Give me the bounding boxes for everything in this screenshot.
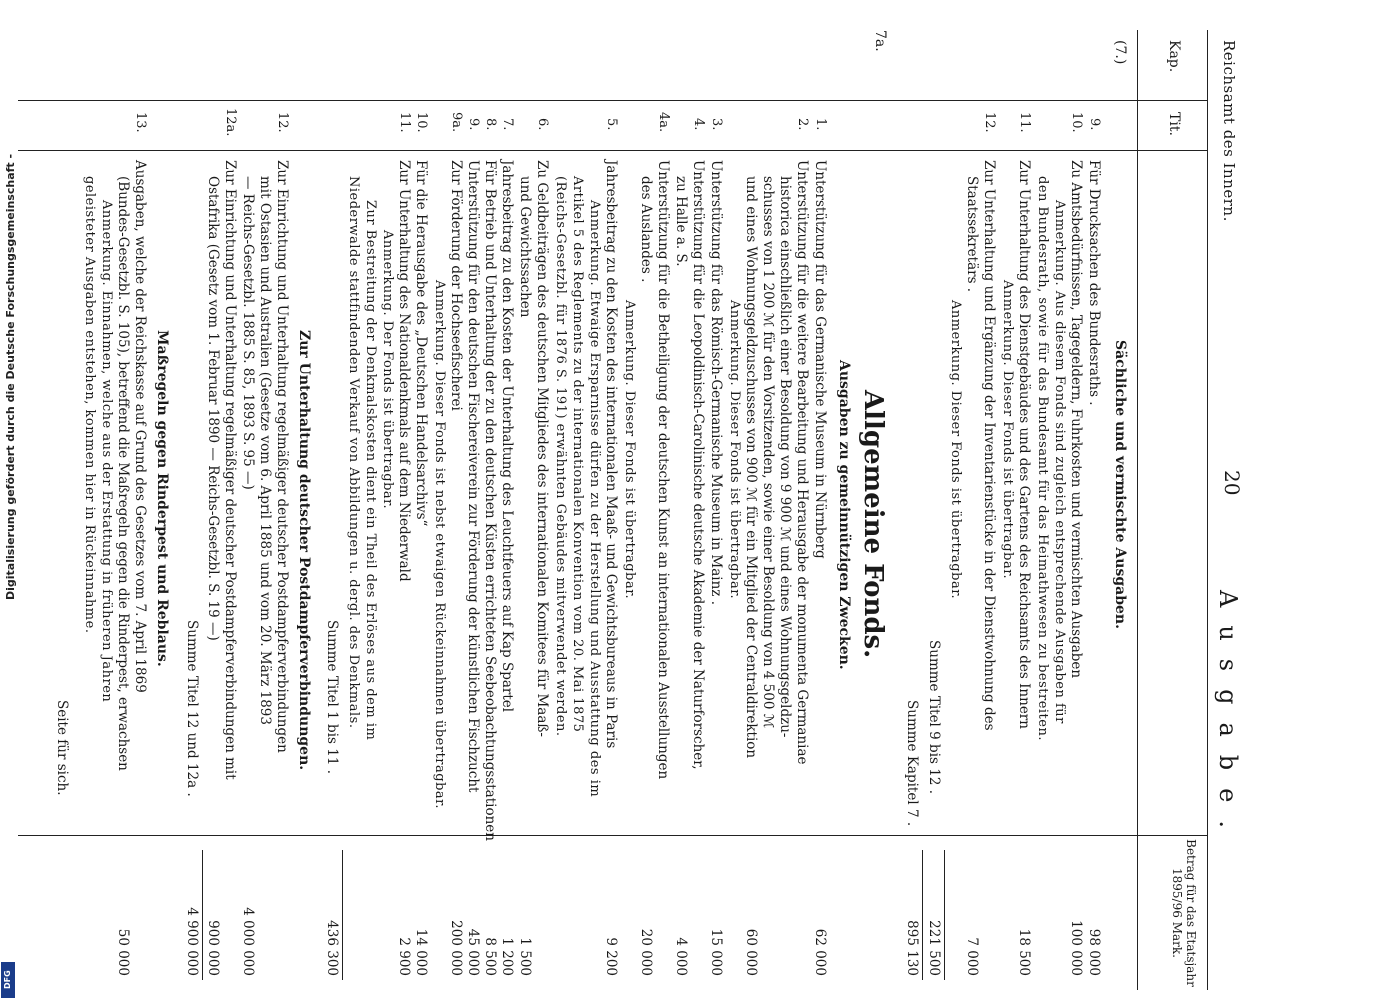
row-note: Anmerkung. Dieser Fonds ist übertragbar. bbox=[948, 300, 963, 600]
row-text: (Bundes-Gesetzbl. S. 105), betreffend die Maßregeln gegen die Rinderpest, erwachsen bbox=[115, 176, 131, 771]
tit-number: 9. bbox=[1087, 118, 1102, 131]
row-amount: 20 000 bbox=[638, 928, 654, 976]
subtotal-label: Summe Titel 12 und 12a . bbox=[184, 620, 200, 797]
section-heading: Zur Unterhaltung deutscher Postdampferverbindungen. bbox=[296, 330, 312, 771]
tit-number: 5. bbox=[604, 118, 619, 131]
page-footer-note: Seite für sich. bbox=[54, 700, 70, 796]
row-text: und eines Wohnungsgeldzuschusses von 900 ℳ für ein Mitglied der Centraldirektion bbox=[743, 176, 759, 759]
dfg-logo: DFG bbox=[1, 962, 15, 998]
row-note: Anmerkung. Der Fonds ist übertragbar. bbox=[380, 230, 395, 510]
tit-number: 12. bbox=[982, 112, 997, 133]
row-amount: 62 000 bbox=[812, 928, 828, 976]
chapter-total-amount: 895 130 bbox=[904, 920, 920, 976]
row-text: — Reichs-Gesetzbl. 1885 S. 85, 1893 S. 95 —) bbox=[240, 176, 256, 490]
running-header-title: Ausgabe. bbox=[1214, 590, 1242, 846]
row-text: zu Halle a. S. bbox=[673, 176, 689, 267]
subtotal-amount: 4 900 000 bbox=[184, 907, 200, 976]
row-note: den Bundesrath, sowie für das Bundesamt für das Heimathwesen zu bestreiten. bbox=[1035, 176, 1050, 741]
tit-column-rule bbox=[18, 150, 1208, 151]
row-text: Unterstützung für die weitere Bearbeitung und Herausgabe der monumenta Germaniae bbox=[794, 160, 810, 765]
row-note: Anmerkung. Dieser Fonds ist nebst etwaigen Rückeinnahmen übertragbar. bbox=[432, 280, 447, 810]
row-note: Niederwalde stattfindenden Verkauf von Abbildungen u. dergl. des Denkmals. bbox=[346, 176, 361, 729]
tit-number: 7. bbox=[500, 118, 515, 131]
row-note: Anmerkung. Dieser Fonds ist übertragbar. bbox=[622, 300, 637, 600]
section-heading: Ausgaben zu gemeinnützigen Zwecken. bbox=[836, 360, 852, 670]
subtotal-label: Summe Titel 9 bis 12 . bbox=[926, 640, 942, 794]
tit-number: 11. bbox=[397, 112, 412, 133]
row-text: Unterstützung für die Betheiligung der deutschen Kunst an internationalen Ausstellungen bbox=[655, 160, 671, 780]
row-text: Ausgaben, welche der Reichskasse auf Grund des Gesetzes vom 7. April 1869 bbox=[132, 160, 148, 693]
row-text: Unterstützung für die Leopoldinisch-Carolinische deutsche Akademie der Naturforscher, bbox=[690, 160, 706, 770]
chapter-total-label: Summe Kapitel 7 . bbox=[904, 700, 920, 827]
row-amount: 45 000 bbox=[465, 928, 481, 976]
subtotal-amount: 221 500 bbox=[926, 920, 942, 976]
row-note: Anmerkung. Dieser Fonds ist übertragbar. bbox=[727, 300, 742, 600]
section-heading: Sächliche und vermischte Ausgaben. bbox=[1112, 340, 1128, 629]
tit-number: 10. bbox=[1069, 112, 1084, 133]
tit-number: 9. bbox=[466, 118, 481, 131]
row-amount: 14 000 bbox=[413, 928, 429, 976]
tit-number: 8. bbox=[483, 118, 498, 131]
tit-number: 4a. bbox=[656, 112, 671, 133]
row-note: Artikel 5 des Reglements zu der internationalen Konvention vom 20. Mai 1875 bbox=[570, 176, 585, 733]
sum-rule bbox=[944, 850, 945, 980]
row-text: Zur Unterhaltung des Dienstgebäudes und des Gartens des Reichsamts des Innern bbox=[1016, 160, 1032, 729]
row-text: Zur Unterhaltung und Ergänzung der Inventarienstücke in der Dienstwohnung des bbox=[981, 160, 997, 731]
row-amount: 200 000 bbox=[448, 920, 464, 976]
row-amount: 60 000 bbox=[743, 928, 759, 976]
row-text: und Gewichtssachen bbox=[517, 176, 533, 318]
row-text: Staatssekretärs . bbox=[964, 176, 980, 293]
row-amount: 100 000 bbox=[1068, 920, 1084, 976]
row-text: Unterstützung für den deutschen Fischereiverein zur Förderung der künstlichen Fischzucht bbox=[465, 160, 481, 793]
row-amount: 1 500 bbox=[517, 937, 533, 976]
digitization-credit: Digitalisierung gefördert durch die Deutsche Forschungsgemeinschaft - bbox=[4, 153, 17, 600]
row-text: Ostafrika (Gesetz vom 1. Februar 1890 — Reichs-Gesetzbl. S. 19 —) bbox=[205, 176, 221, 641]
section-title: Allgemeine Fonds. bbox=[858, 390, 888, 659]
subtotal-amount: 436 300 bbox=[324, 920, 340, 976]
tit-number: 9a. bbox=[449, 112, 464, 133]
row-amount: 18 500 bbox=[1016, 928, 1032, 976]
kap-number: (7.) bbox=[1112, 40, 1128, 65]
row-amount: 7 000 bbox=[964, 937, 980, 976]
row-text: Jahresbeitrag zu den Kosten des internationalen Maaß- und Gewichtsbureaus in Paris bbox=[603, 160, 619, 749]
row-text: Für die Herausgabe des „Deutschen Handelsarchivs“ bbox=[413, 160, 429, 527]
row-amount: 900 000 bbox=[205, 920, 221, 976]
tit-number: 10. bbox=[414, 112, 429, 133]
tit-number: 4. bbox=[691, 118, 706, 131]
row-amount: 98 000 bbox=[1086, 928, 1102, 976]
row-text: Zur Einrichtung und Unterhaltung regelmäßiger deutscher Postdampferverbindungen bbox=[274, 160, 290, 753]
row-amount: 1 200 bbox=[499, 937, 515, 976]
tit-number: 3. bbox=[709, 118, 724, 131]
row-amount: 2 900 bbox=[396, 937, 412, 976]
subtotal-label: Summe Titel 1 bis 11 . bbox=[324, 620, 340, 774]
row-note: geleisteter Ausgaben entstehen, kommen hier in Rückeinnahme. bbox=[82, 176, 97, 634]
tit-number: 13. bbox=[133, 112, 148, 133]
row-amount: 4 000 bbox=[673, 937, 689, 976]
tit-number: 6. bbox=[535, 118, 550, 131]
row-text: schusses von 1 200 ℳ für den Vorsitzenden, sowie einer Besoldung von 4 500 ℳ bbox=[760, 176, 776, 729]
row-text: mit Ostasien und Australien (Gesetze vom 6. April 1885 und vom 20. März 1893 bbox=[257, 176, 273, 725]
row-text: des Auslandes . bbox=[638, 176, 654, 283]
row-amount: 8 500 bbox=[482, 937, 498, 976]
row-amount: 4 000 000 bbox=[240, 907, 256, 976]
row-text: Zur Unterhaltung des Nationaldenkmals auf dem Niederwald bbox=[396, 160, 412, 582]
running-header-left: Reichsamt des Innern. bbox=[1220, 40, 1238, 222]
row-text: Zu Amtsbedürfnissen, Tagegeldern, Fuhrkosten und vermischten Ausgaben bbox=[1068, 160, 1084, 679]
column-header-tit: Tit. bbox=[1166, 112, 1182, 136]
column-header-kap: Kap. bbox=[1166, 40, 1182, 73]
column-header-betrag: Betrag für das Etatsjahr 1895/96 Mark. bbox=[1170, 839, 1198, 987]
sum-rule bbox=[922, 850, 923, 980]
row-text: historica einschließlich einer Besoldung von 9 900 ℳ und eines Wohnungsgeldzu- bbox=[777, 176, 793, 738]
kap-column-rule bbox=[18, 100, 1208, 101]
table-header-rule bbox=[1137, 30, 1138, 990]
sum-rule bbox=[342, 850, 343, 980]
row-text: Für Betrieb und Unterhaltung der zu den deutschen Küsten errichteten Seebeobachtungsstationen bbox=[482, 160, 498, 841]
row-text: Jahresbeitrag zu den Kosten der Unterhaltung des Leuchtfeuers auf Kap Spartel bbox=[499, 160, 515, 713]
tit-number: 12. bbox=[275, 112, 290, 133]
row-note: Anmerkung. Einnahmen, welche aus der Erstattung in früheren Jahren bbox=[99, 200, 114, 703]
sum-rule bbox=[202, 850, 203, 980]
page-number: 20 bbox=[1220, 470, 1244, 496]
row-note: Anmerkung. Etwaige Ersparnisse dürfen zu der Herstellung und Ausstattung des im bbox=[587, 200, 602, 798]
row-text: Für Drucksachen des Bundesraths . bbox=[1086, 160, 1102, 406]
row-note: Anmerkung. Aus diesem Fonds sind zugleich entsprechende Ausgaben für bbox=[1052, 200, 1067, 724]
row-note: Zur Bestreitung der Denkmalskosten dient ein Theil des Erlöses aus dem im bbox=[363, 200, 378, 741]
row-text: Unterstützung für das Römisch-Germanische Museum in Mainz . bbox=[708, 160, 724, 606]
amount-column-rule bbox=[18, 835, 1208, 836]
tit-number: 2. bbox=[795, 118, 810, 131]
row-text: Zur Einrichtung und Unterhaltung regelmäßiger deutscher Postdampferverbindungen mit bbox=[222, 160, 238, 780]
table-top-rule bbox=[1207, 30, 1208, 990]
row-amount: 15 000 bbox=[708, 928, 724, 976]
row-text: Zur Förderung der Hochseefischerei bbox=[448, 160, 464, 411]
tit-number: 1. bbox=[813, 118, 828, 131]
kap-number: 7a. bbox=[872, 30, 888, 52]
tit-number: 11. bbox=[1017, 112, 1032, 133]
row-amount: 9 200 bbox=[603, 937, 619, 976]
row-text: Unterstützung für das Germanische Museum in Nürnberg bbox=[812, 160, 828, 559]
row-note: (Reichs-Gesetzbl. für 1876 S. 191) erwähnten Gebäudes mitverwendet werden. bbox=[553, 176, 568, 737]
tit-number: 12a. bbox=[223, 108, 238, 137]
row-amount: 50 000 bbox=[115, 928, 131, 976]
row-note: Anmerkung. Dieser Fonds ist übertragbar. bbox=[1000, 280, 1015, 580]
section-heading: Maßregeln gegen Rinderpest und Reblaus. bbox=[154, 330, 170, 667]
row-text: Zu Geldbeiträgen des deutschen Mitgliedes des internationalen Komitees für Maaß- bbox=[534, 160, 550, 737]
